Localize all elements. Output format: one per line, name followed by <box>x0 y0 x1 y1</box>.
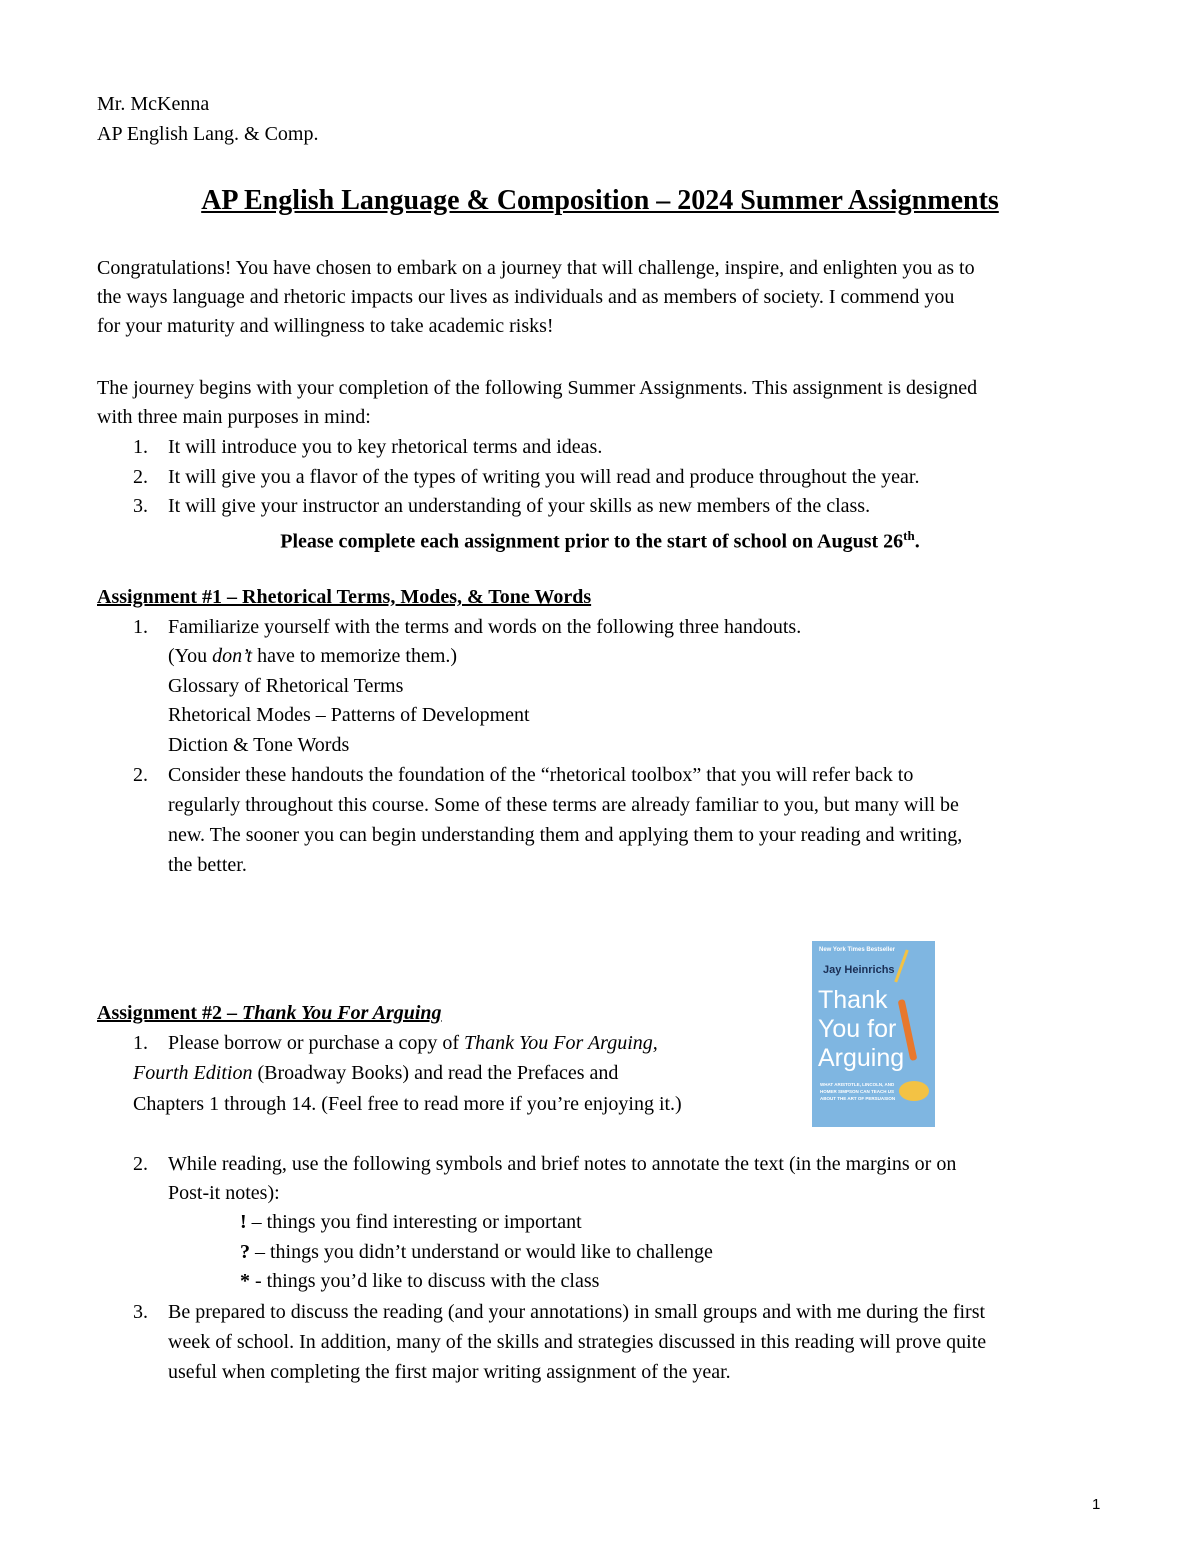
book-title-line: Thank <box>818 986 888 1014</box>
pencil-icon <box>894 950 908 983</box>
page-title: AP English Language & Composition – 2024 Summer Assignments <box>201 185 999 216</box>
handout-item: Rhetorical Modes – Patterns of Development <box>168 704 530 726</box>
book-author: Jay Heinrichs <box>823 964 895 976</box>
course-name: AP English Lang. & Comp. <box>97 123 319 145</box>
book-subtitle: WHAT ARISTOTLE, LINCOLN, AND HOMER SIMPSON CAN TEACH US ABOUT THE ART OF PERSUASION <box>820 1082 896 1101</box>
list-item-continued: (You don’t have to memorize them.) <box>168 645 458 667</box>
book-title-line: You for <box>818 1015 897 1043</box>
intro-line: the ways language and rhetoric impacts our lives as individuals and as members of society. I commend you <box>97 286 955 308</box>
list-item-continued: Chapters 1 through 14. (Feel free to read more if you’re enjoying it.) <box>133 1093 682 1115</box>
list-item: It will give your instructor an understanding of your skills as new members of the class. <box>168 495 871 517</box>
book-tag: New York Times Bestseller <box>819 947 896 953</box>
list-item-continued: useful when completing the first major writing assignment of the year. <box>168 1361 731 1383</box>
deadline-notice: Please complete each assignment prior to the start of school on August 26th. <box>280 528 920 553</box>
list-item: Be prepared to discuss the reading (and your annotations) in small groups and with me during the first <box>168 1301 986 1323</box>
handout-item: Glossary of Rhetorical Terms <box>168 675 404 697</box>
list-number: 2. <box>133 764 148 786</box>
book-title-line: Arguing <box>818 1044 905 1072</box>
list-number: 1. <box>133 1032 148 1054</box>
list-item: Consider these handouts the foundation of the “rhetorical toolbox” that you will refer back to <box>168 764 914 786</box>
list-item-continued: new. The sooner you can begin understanding them and applying them to your reading and writing, <box>168 824 963 846</box>
list-item-continued: regularly throughout this course. Some of these terms are already familiar to you, but many will be <box>168 794 959 816</box>
list-item: It will introduce you to key rhetorical terms and ideas. <box>168 436 603 458</box>
list-item: It will give you a flavor of the types of writing you will read and produce throughout the year. <box>168 466 920 488</box>
handout-item: Diction & Tone Words <box>168 734 350 756</box>
page-number: 1 <box>1092 1496 1101 1513</box>
list-number: 2. <box>133 466 148 488</box>
list-item: Please borrow or purchase a copy of Thank You For Arguing, <box>168 1032 658 1054</box>
assignment1-heading: Assignment #1 – Rhetorical Terms, Modes, & Tone Words <box>97 586 592 608</box>
list-item: While reading, use the following symbols and brief notes to annotate the text (in the margins or on <box>168 1153 957 1175</box>
list-number: 1. <box>133 436 148 458</box>
symbol-item: ! – things you find interesting or important <box>240 1211 582 1233</box>
list-item-continued: Post-it notes): <box>168 1182 280 1204</box>
list-number: 3. <box>133 495 148 517</box>
edition-badge-icon <box>899 1081 929 1101</box>
list-number: 1. <box>133 616 148 638</box>
symbol-item: ? – things you didn’t understand or would like to challenge <box>240 1241 713 1263</box>
intro-line: Congratulations! You have chosen to embark on a journey that will challenge, inspire, and enlighten you as to <box>97 257 975 279</box>
teacher-name: Mr. McKenna <box>97 93 210 115</box>
list-number: 3. <box>133 1301 148 1323</box>
purposes-line: with three main purposes in mind: <box>97 406 371 428</box>
purposes-line: The journey begins with your completion of the following Summer Assignments. This assignment is designed <box>97 377 978 399</box>
list-item-continued: week of school. In addition, many of the skills and strategies discussed in this reading will prove quite <box>168 1331 987 1353</box>
assignment2-heading: Assignment #2 – Thank You For Arguing <box>97 1002 442 1024</box>
list-number: 2. <box>133 1153 148 1175</box>
symbol-item: * - things you’d like to discuss with the class <box>240 1270 600 1292</box>
list-item: Familiarize yourself with the terms and words on the following three handouts. <box>168 616 802 638</box>
list-item-continued: Fourth Edition (Broadway Books) and read the Prefaces and <box>133 1062 619 1084</box>
intro-line: for your maturity and willingness to take academic risks! <box>97 315 554 337</box>
book-cover-image <box>812 941 935 1127</box>
list-item-continued: the better. <box>168 854 247 876</box>
